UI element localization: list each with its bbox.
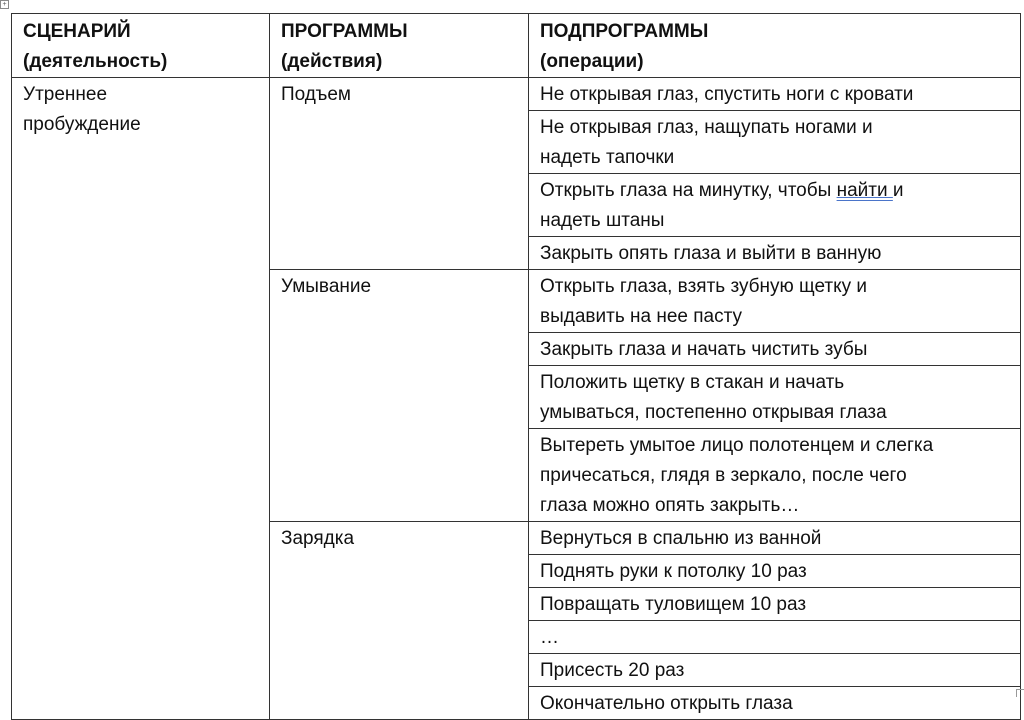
operation-text: причесаться, глядя в зеркало, после чего: [540, 465, 907, 486]
operation-text: выдавить на нее пасту: [540, 306, 743, 327]
operation-text: Открыть глаза, взять зубную щетку и: [540, 276, 868, 297]
operation-text: надеть штаны: [540, 210, 665, 231]
header-scenario: [12, 14, 270, 78]
operation-text: Закрыть глаза и начать чистить зубы: [540, 339, 868, 360]
operation-text: …: [540, 627, 559, 648]
operation-cell[interactable]: [529, 111, 1021, 174]
operation-text: и: [892, 180, 904, 201]
table-resize-handle-icon[interactable]: [1016, 689, 1024, 697]
operation-cell[interactable]: [529, 366, 1021, 429]
operation-cell[interactable]: [529, 687, 1021, 720]
header-subprograms: [529, 14, 1021, 78]
program-label: Подъем: [281, 84, 351, 105]
scenario-line: Утреннее: [23, 84, 108, 105]
program-cell-podyem[interactable]: [270, 78, 529, 270]
header-subprograms-subtitle: (операции): [540, 51, 644, 72]
operation-text: умываться, постепенно открывая глаза: [540, 402, 887, 423]
program-cell-zaryadka[interactable]: [270, 522, 529, 720]
program-label: Умывание: [281, 276, 372, 297]
operation-cell[interactable]: [529, 522, 1021, 555]
table-move-handle-icon[interactable]: +: [0, 0, 9, 9]
spellcheck-underlined-word[interactable]: найти: [836, 180, 893, 201]
operation-cell[interactable]: [529, 654, 1021, 687]
operation-cell[interactable]: [529, 237, 1021, 270]
operation-text: Вытереть умытое лицо полотенцем и слегка: [540, 435, 934, 456]
program-cell-umyvanie[interactable]: [270, 270, 529, 522]
header-row: [12, 14, 1021, 78]
operation-text: Повращать туловищем 10 раз: [540, 594, 807, 615]
operation-text: Поднять руки к потолку 10 раз: [540, 561, 807, 582]
scenario-table: [11, 13, 1021, 720]
table-row: [12, 78, 1021, 111]
header-subprograms-title: ПОДПРОГРАММЫ: [540, 21, 709, 42]
operation-cell[interactable]: [529, 270, 1021, 333]
operation-text: глаза можно опять закрыть…: [540, 495, 800, 516]
operation-text: надеть тапочки: [540, 147, 675, 168]
operation-text: Присесть 20 раз: [540, 660, 685, 681]
header-programs-title: ПРОГРАММЫ: [281, 21, 408, 42]
program-label: Зарядка: [281, 528, 355, 549]
header-scenario-subtitle: (деятельность): [23, 51, 168, 72]
operation-text: Вернуться в спальню из ванной: [540, 528, 822, 549]
operation-text: Окончательно открыть глаза: [540, 693, 793, 714]
header-programs: [270, 14, 529, 78]
operation-cell[interactable]: [529, 555, 1021, 588]
operation-cell[interactable]: [529, 174, 1021, 237]
header-scenario-title: СЦЕНАРИЙ: [23, 21, 131, 42]
operation-text: Не открывая глаз, спустить ноги с кровати: [540, 84, 914, 105]
operation-cell[interactable]: [529, 588, 1021, 621]
operation-cell[interactable]: [529, 78, 1021, 111]
operation-text: Не открывая глаз, нащупать ногами и: [540, 117, 873, 138]
operation-text: Открыть глаза на минутку, чтобы: [540, 180, 837, 201]
scenario-cell[interactable]: [12, 78, 270, 720]
operation-cell[interactable]: [529, 621, 1021, 654]
operation-cell[interactable]: [529, 429, 1021, 522]
scenario-line: пробуждение: [23, 114, 141, 135]
operation-text: Закрыть опять глаза и выйти в ванную: [540, 243, 882, 264]
header-programs-subtitle: (действия): [281, 51, 383, 72]
operation-text: Положить щетку в стакан и начать: [540, 372, 845, 393]
operation-cell[interactable]: [529, 333, 1021, 366]
